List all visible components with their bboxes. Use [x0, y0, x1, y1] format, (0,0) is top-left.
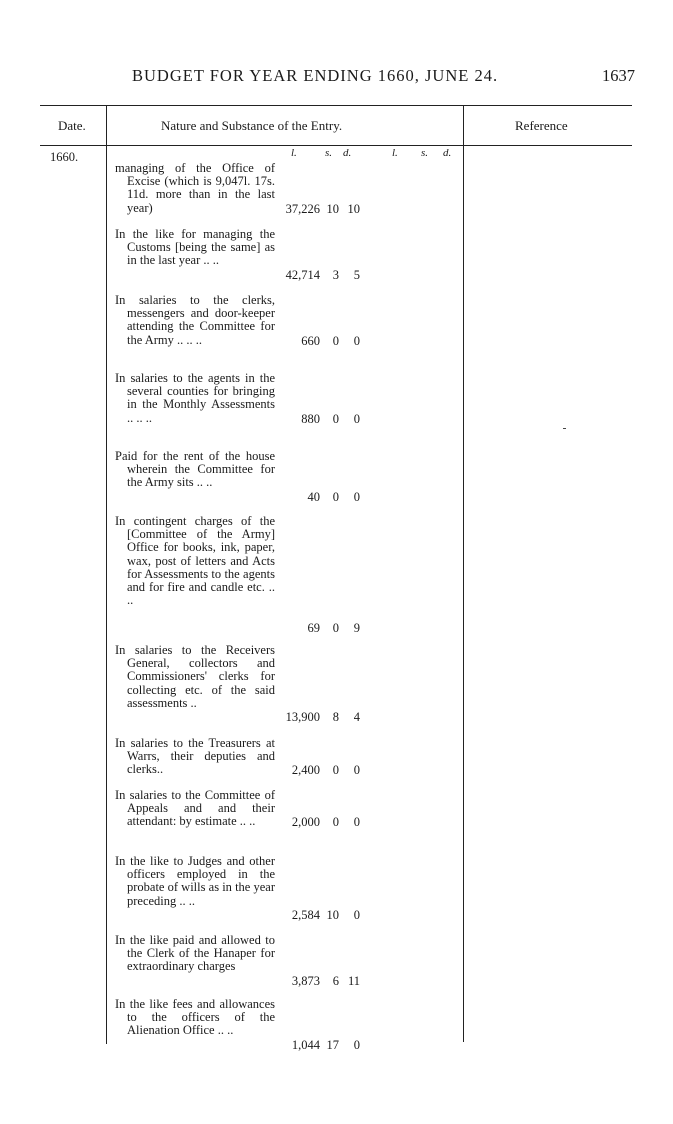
amount-pence: 0: [353, 907, 360, 922]
entry-text: In salaries to the agents in the several counties for bringing in the Monthly Assessments .. .. ..: [115, 371, 275, 425]
list-item: [115, 294, 275, 347]
amount-pence: 10: [347, 201, 360, 216]
list-item: [115, 515, 275, 607]
amount-shillings: 10: [326, 907, 339, 922]
amount-pounds: 2,584: [291, 907, 320, 922]
entry-text: In the like fees and allowances to the officers of the Alienation Office .. ..: [115, 997, 275, 1038]
column-divider-date: [106, 106, 107, 1044]
entry-text: In salaries to the clerks, messengers and door-keeper attending the Committee for the Army .. .. ..: [115, 293, 275, 347]
amount-shillings: 10: [326, 201, 339, 216]
amount-pounds: 1,044: [291, 1037, 320, 1052]
column-header-nature: Nature and Substance of the Entry.: [161, 118, 343, 133]
amount-pounds: 2,000: [291, 815, 320, 830]
entry-text: Paid for the rent of the house wherein the Committee for the Army sits .. ..: [115, 449, 275, 490]
column-divider-reference: [463, 106, 464, 1042]
amount-pence: 0: [353, 815, 360, 830]
amount-pounds: 660: [301, 333, 320, 348]
entry-text: In salaries to the Treasurers at Warrs, their deputies and clerks..: [115, 736, 275, 777]
amount-pounds: 42,714: [285, 267, 320, 282]
amount-pounds: 13,900: [285, 710, 320, 724]
amount-pence: 0: [353, 763, 360, 778]
amount-shillings: 0: [332, 333, 339, 348]
entry-text: In contingent charges of the [Committee of the Army] Office for books, ink, paper, wax, post of letters and Acts for Assessments to the agents and for fire and candle etc. .. ..: [115, 514, 275, 608]
amount-pounds: 2,400: [291, 763, 320, 778]
amount-pence: 0: [353, 411, 360, 426]
list-item: [115, 934, 275, 974]
amount-shillings: 8: [332, 710, 339, 724]
amount-shillings: 3: [332, 267, 339, 282]
amount-shillings: 0: [332, 620, 339, 635]
amount-shillings: 0: [332, 763, 339, 778]
entry-text: In the like for managing the Customs [being the same] as in the last year .. ..: [115, 227, 275, 268]
list-item: [115, 162, 275, 215]
amount-pounds: 37,226: [285, 201, 320, 216]
column-header-date: Date.: [58, 118, 86, 133]
entry-text: managing of the Office of Excise (which is 9,047l. 17s. 11d. more than in the last year): [115, 161, 275, 215]
list-item: [115, 737, 275, 777]
amount-shillings: 0: [332, 815, 339, 830]
list-item: [115, 372, 275, 425]
amount-pence: 0: [353, 489, 360, 504]
amount-pounds: 40: [307, 489, 320, 504]
entry-text: In the like to Judges and other officers employed in the probate of wills as in the year preceding .. ..: [115, 854, 275, 908]
unit-pounds-total: l.: [392, 147, 398, 159]
amount-pounds: 3,873: [291, 973, 320, 988]
stray-mark: [563, 428, 566, 429]
entry-year: 1660.: [50, 150, 79, 164]
amount-shillings: 0: [332, 411, 339, 426]
unit-shillings: s.: [325, 147, 333, 159]
unit-pence-total: d.: [443, 147, 452, 159]
amount-pence: 11: [347, 973, 360, 988]
table-top-rule: [40, 105, 632, 106]
entry-text: In the like paid and allowed to the Clerk of the Hanaper for extraordinary charges: [115, 933, 275, 974]
list-item: [115, 789, 275, 829]
amount-shillings: 6: [332, 973, 339, 988]
amount-pence: 0: [353, 1037, 360, 1052]
unit-pence: d.: [343, 147, 352, 159]
amount-pence: 4: [353, 710, 360, 724]
entry-text: In salaries to the Committee of Appeals and and their attendant: by estimate .. ..: [115, 788, 275, 829]
page-number: 1637: [602, 66, 635, 85]
amount-pence: 0: [353, 333, 360, 348]
column-header-reference: Reference: [515, 118, 568, 133]
amount-pence: 5: [353, 267, 360, 282]
list-item: [115, 855, 275, 908]
running-title: BUDGET FOR YEAR ENDING 1660, JUNE 24.: [132, 66, 499, 85]
list-item: [115, 228, 275, 268]
unit-shillings-total: s.: [421, 147, 429, 159]
entry-text: In salaries to the Receivers General, collectors and Commissioners' clerks for collecting etc. of the said assessments ..: [115, 643, 275, 710]
amount-pence: 9: [353, 620, 360, 635]
amount-pounds: 69: [307, 620, 320, 635]
header-rule: [40, 145, 632, 146]
amount-shillings: 17: [326, 1037, 339, 1052]
list-item: [115, 644, 275, 710]
amount-pounds: 880: [301, 411, 320, 426]
unit-pounds: l.: [291, 147, 297, 159]
list-item: [115, 450, 275, 490]
list-item: [115, 998, 275, 1038]
amount-shillings: 0: [332, 489, 339, 504]
